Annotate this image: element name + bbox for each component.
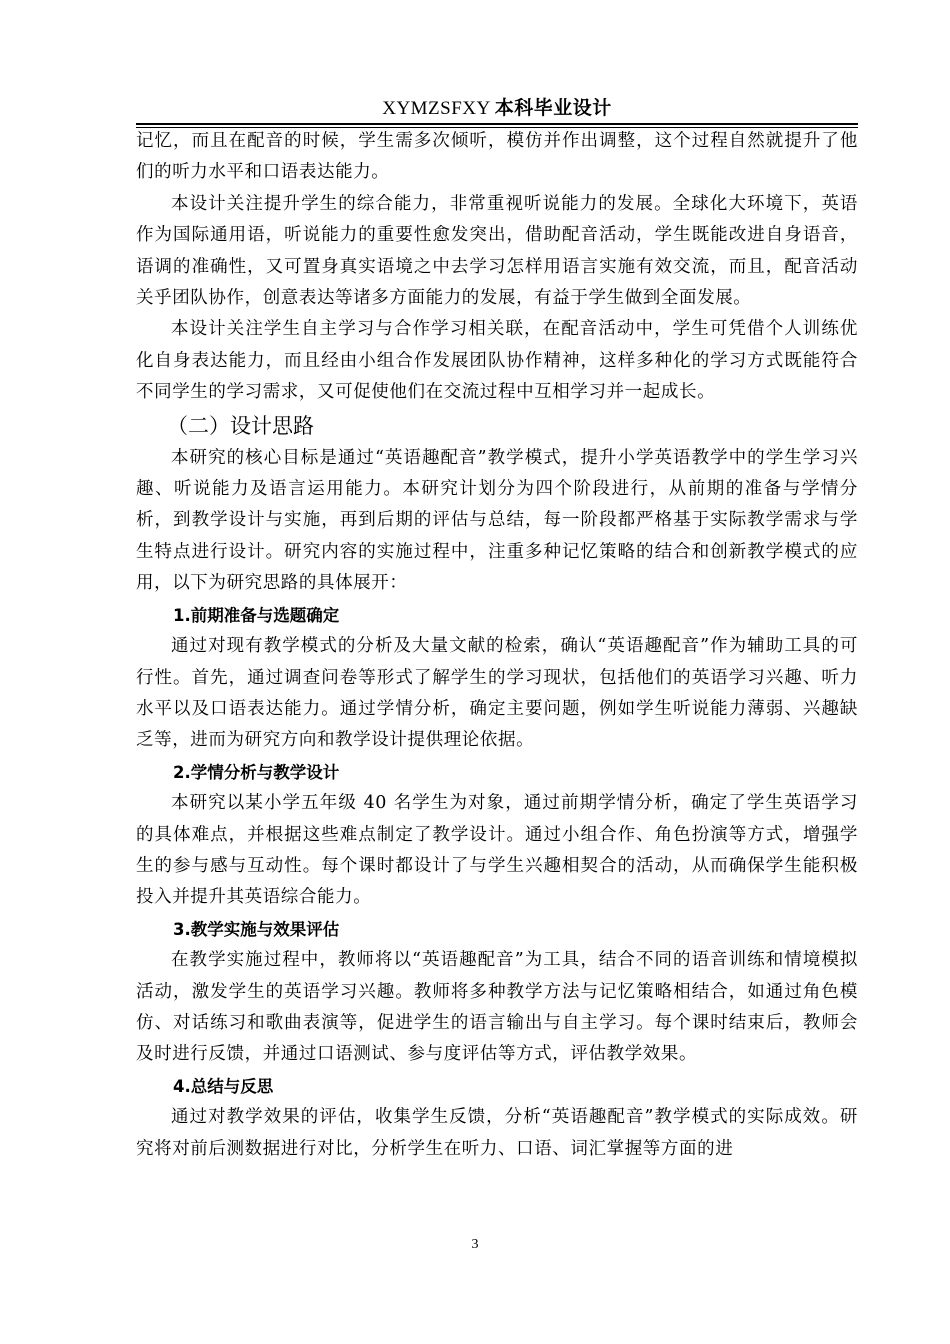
section-heading: （二）设计思路 [167,413,314,438]
paragraph-continued: 记忆，而且在配音的时候，学生需多次倾听，模仿并作出调整，这个过程自然就提升了他们的听力水平和口语表达能力。 [136,131,858,183]
subsection-heading: 1.前期准备与选题确定 [173,605,340,625]
paragraph: 本设计关注学生自主学习与合作学习相关联，在配音活动中，学生可凭借个人训练优化自身表达能力，而且经由小组合作发展团队协作精神，这样多种化的学习方式既能符合不同学生的学习需求，又可促使他们在交流过程中互相学习并一起成长。 [136,319,858,403]
header-rule [136,123,858,125]
page-header [136,94,858,122]
header-code: XYMZSFXY [382,98,491,119]
page-body [136,126,858,1165]
subsection-heading: 4.总结与反思 [173,1076,274,1096]
paragraph: 在教学实施过程中，教师将以“英语趣配音”为工具，结合不同的语音训练和情境模拟活动，激发学生的英语学习兴趣。教师将多种教学方法与记忆策略相结合，如通过角色模仿、对话练习和歌曲表演等，促进学生的语言输出与自主学习。每个课时结束后，教师会及时进行反馈，并通过口语测试、参与度评估等方式，评估教学效果。 [136,950,858,1065]
paragraph: 本研究的核心目标是通过“英语趣配音”教学模式，提升小学英语教学中的学生学习兴趣、听说能力及语言运用能力。本研究计划分为四个阶段进行，从前期的准备与学情分析，到教学设计与实施，再到后期的评估与总结，每一阶段都严格基于实际教学需求与学生特点进行设计。研究内容的实施过程中，注重多种记忆策略的结合和创新教学模式的应用，以下为研究思路的具体展开： [136,447,858,594]
paragraph: 通过对教学效果的评估，收集学生反馈，分析“英语趣配音”教学模式的实际成效。研究将对前后测数据进行对比，分析学生在听力、口语、词汇掌握等方面的进 [136,1107,858,1159]
paragraph: 本研究以某小学五年级 40 名学生为对象，通过前期学情分析，确定了学生英语学习的具体难点，并根据这些难点制定了教学设计。通过小组合作、角色扮演等方式，增强学生的参与感与互动性。每个课时都设计了与学生兴趣相契合的活动，从而确保学生能积极投入并提升其英语综合能力。 [136,793,858,908]
subsection-heading: 2.学情分析与教学设计 [173,762,340,782]
page-number: 3 [471,1237,479,1252]
paragraph: 通过对现有教学模式的分析及大量文献的检索，确认“英语趣配音”作为辅助工具的可行性。首先，通过调查问卷等形式了解学生的学习现状，包括他们的英语学习兴趣、听力水平以及口语表达能力。通过学情分析，确定主要问题，例如学生听说能力薄弱、兴趣缺乏等，进而为研究方向和教学设计提供理论依据。 [136,636,858,751]
paragraph: 本设计关注提升学生的综合能力，非常重视听说能力的发展。全球化大环境下，英语作为国际通用语，听说能力的重要性愈发突出，借助配音活动，学生既能改进自身语音，语调的准确性，又可置身真实语境之中去学习怎样用语言实施有效交流，而且，配音活动关乎团队协作，创意表达等诸多方面能力的发展，有益于学生做到全面发展。 [136,193,858,309]
subsection-heading: 3.教学实施与效果评估 [173,919,340,939]
header-title: 本科毕业设计 [494,97,612,119]
